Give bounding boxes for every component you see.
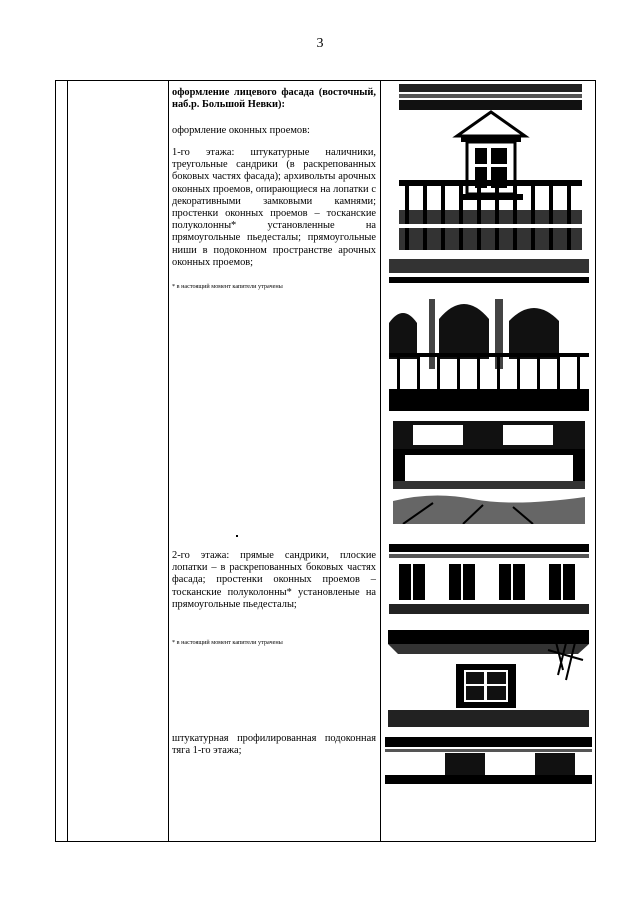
photo-second-floor-windows xyxy=(389,544,589,614)
column-divider xyxy=(168,81,169,841)
footnote-capitals-lost-2: * в настоящий момент капители утрачены xyxy=(172,639,283,646)
footnote-capitals-lost: * в настоящий момент капители утрачены xyxy=(172,283,283,290)
photo-plinth xyxy=(393,421,585,524)
photo-arched-windows xyxy=(389,259,589,411)
floor1-description: 1-го этажа: штукатурные наличники, треугольные сандрики (в раскрепованных боковых частях фасада); архивольты арочных оконных проемов, опирающиеся на лопатки с декоративными замковыми камнями; простенки оконных проемов – тосканские полуколонны* установленные на прямоугольные пьедесталы; прямоугольные ниши в подоконном пространстве арочных оконных проемов; xyxy=(172,147,376,268)
page-number: 3 xyxy=(316,36,324,51)
content-table xyxy=(55,80,596,842)
stray-mark xyxy=(236,535,238,537)
photo-sill-cornice xyxy=(385,737,592,784)
windows-heading: оформление оконных проемов: xyxy=(172,125,310,136)
photo-dormer-window xyxy=(399,84,582,250)
floor2-description: 2-го этажа: прямые сандрики, плоские лопатки – в раскрепованных боковых частях фасада; простенки оконных проемов – тосканские полуколонны* установленые на прямоугольные пьедесталы; xyxy=(172,550,376,610)
column-divider xyxy=(67,81,68,841)
column-divider xyxy=(380,81,381,841)
photo-window-closeup xyxy=(388,630,589,727)
cornice-description: штукатурная профилированная подоконная тяга 1-го этажа; xyxy=(172,733,376,757)
section-title: оформление лицевого фасада (восточный, наб.р. Большой Невки): xyxy=(172,87,376,111)
